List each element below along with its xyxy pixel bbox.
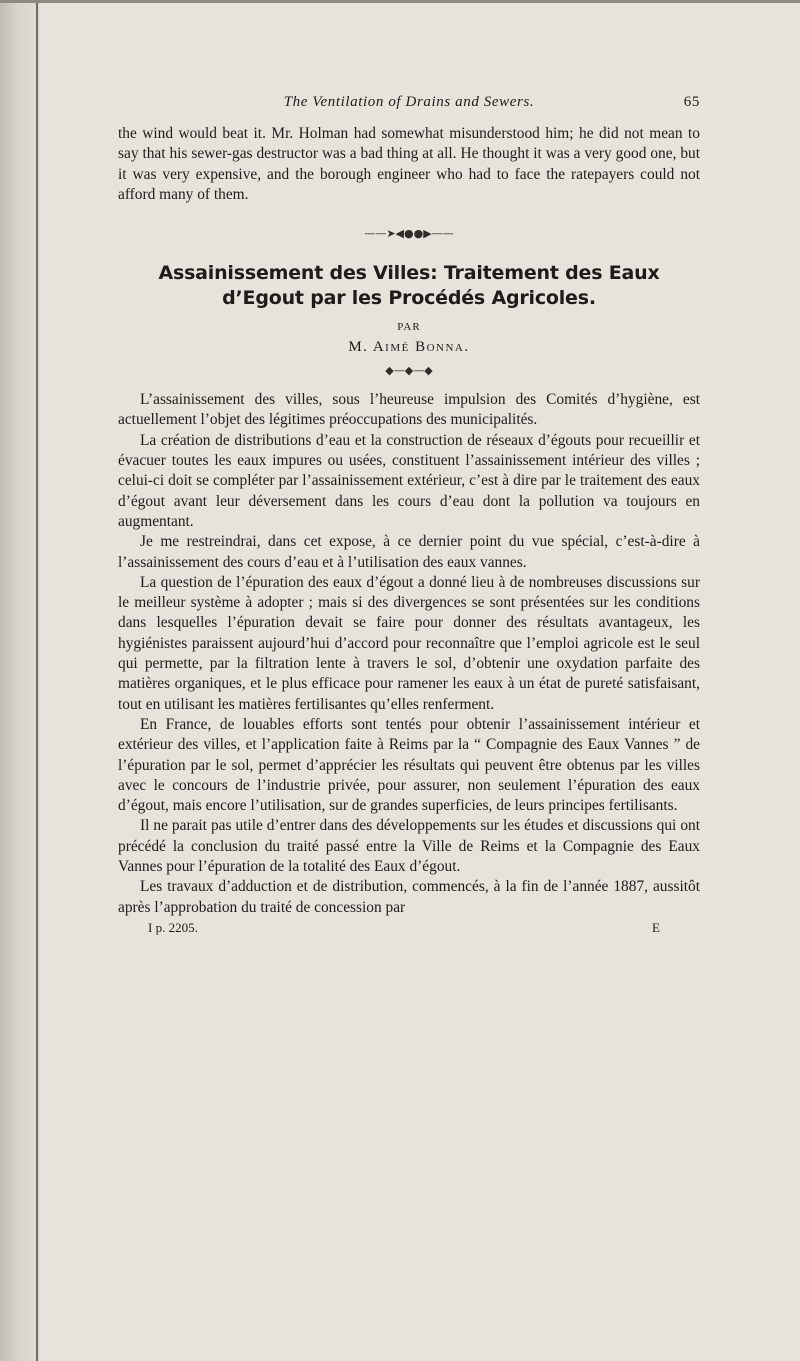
article-body bbox=[118, 390, 700, 918]
page-number: 65 bbox=[683, 94, 700, 110]
printer-signature: I p. 2205. bbox=[148, 919, 198, 935]
body-paragraph: La création de distributions d’eau et la construction de réseaux d’égouts pour recueillir et évacuer toutes les eaux impures ou usées, constituent l’assainissement intérieur des villes ; celui-ci doit se compléter par l’assainissement extérieur, c’est à dire par le traitement des eaux d’égout avant leur déversement dans les cours d’eau dont la pollution va toujours en augmentant. bbox=[118, 431, 700, 530]
page-footer bbox=[118, 918, 700, 940]
body-paragraph: Les travaux d’adduction et de distribution, commencés, à la fin de l’année 1887, aussitôt après l’approbation du traité de concession par bbox=[118, 878, 700, 916]
body-paragraph: Je me restreindrai, dans cet expose, à ce dernier point du vue spécial, c’est-à-dire à l’assainissement des cours d’eau et à l’utilisation des eaux vannes. bbox=[118, 533, 700, 571]
body-paragraph: L’assainissement des villes, sous l’heureuse impulsion des Comités d’hygiène, est actuellement l’objet des légitimes préoccupations des municipalités. bbox=[118, 391, 700, 429]
article-author: M. Aimé Bonna. bbox=[348, 339, 470, 356]
body-paragraph: En France, de louables efforts sont tentés pour obtenir l’assainissement intérieur et extérieur des villes, et l’application faite à Reims par la “ Compagnie des Eaux Vannes ” de l’épuration par le sol, permet d’apprécier les résultats qui peuvent être obtenus par les villes avec le concours de l’industrie privée, pour assurer, non seulement l’épuration des eaux d’égout, mais encore l’utilisation, sur de grandes superficies, de leurs principes fertilisants. bbox=[118, 715, 700, 815]
body-paragraph: Il ne parait pas utile d’entrer dans des développements sur les études et discussions qui ont précédé la conclusion du traité passé entre la Ville de Reims et la Compagnie des Eaux Vannes pour l’épuration de la totalité des Eaux d’égout. bbox=[118, 817, 700, 876]
running-title: The Ventilation of Drains and Sewers. bbox=[283, 94, 535, 110]
article-title: Assainissement des Villes: Traitement des Eaux d’Egout par les Procédés Agricoles. bbox=[158, 262, 660, 310]
byline-ornament: ◆—◆—◆ bbox=[385, 364, 433, 378]
byline-prefix: PAR bbox=[397, 321, 421, 334]
book-binding-edge bbox=[0, 0, 40, 1361]
book-page bbox=[118, 94, 700, 940]
continued-paragraph: the wind would beat it. Mr. Holman had somewhat misunderstood him; he did not mean to say that his sewer-gas destructor was a bad thing at all. He thought it was a very good one, but it was very expensive, and the borough engineer who had to face the ratepayers could not afford many of them. bbox=[118, 125, 700, 203]
signature-mark: E bbox=[652, 919, 660, 935]
binding-gutter-line bbox=[36, 0, 38, 1361]
section-ornament: ——➤◀●●▶—— bbox=[364, 227, 454, 241]
body-paragraph: La question de l’épuration des eaux d’égout a donné lieu à de nombreuses discussions sur le meilleur système à adopter ; mais si des divergences se sont présentées sur les conditions dans lesquelles l’épuration devait se faire pour donner des résultats avantageux, les hygiénistes paraissent aujourd’hui d’accord pour reconnaître que l’emploi agricole est le seul qui permette, par la filtration lente à travers le sol, d’obtenir une oxydation parfaite des matières organiques, et le plus efficace pour ramener les eaux à un état de pureté satisfaisant, tout en utilisant les matières fertilisantes qu’elles renferment. bbox=[118, 573, 700, 713]
top-page-edge bbox=[0, 0, 800, 3]
running-header bbox=[118, 94, 700, 118]
